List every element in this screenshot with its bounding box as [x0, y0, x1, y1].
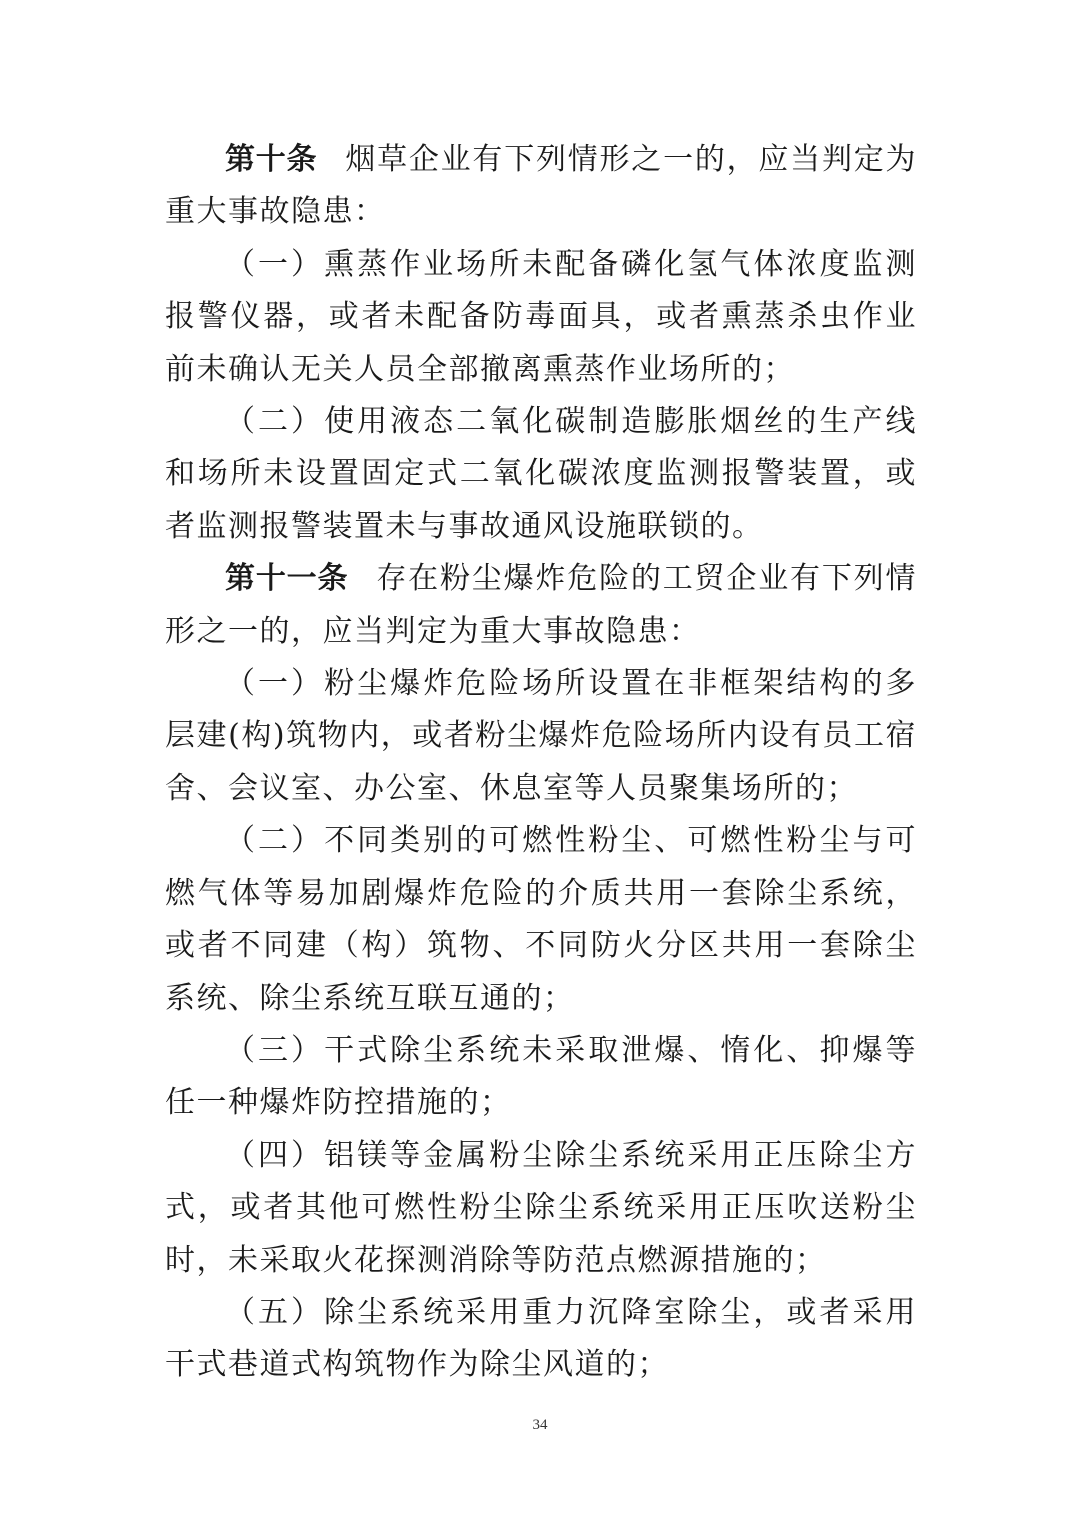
page-number: 34	[532, 1417, 548, 1433]
document-body	[165, 134, 917, 1392]
article-11-item-5: （五）除尘系统采用重力沉降室除尘，或者采用干式巷道式构筑物作为除尘风道的；	[165, 1294, 917, 1383]
article-11-lead: 存在粉尘爆炸危险的工贸企业有下列情形之一的，应当判定为重大事故隐患：	[165, 561, 918, 649]
article-11-item-1: （一）粉尘爆炸危险场所设置在非框架结构的多层建(构)筑物内，或者粉尘爆炸危险场所内设有员工宿舍、会议室、办公室、休息室等人员聚集场所的；	[165, 666, 917, 806]
article-11-item-3: （三）干式除尘系统未采取泄爆、惰化、抑爆等任一种爆炸防控措施的；	[165, 1032, 917, 1121]
article-11-item-4: （四）铝镁等金属粉尘除尘系统采用正压除尘方式，或者其他可燃性粉尘除尘系统采用正压吹送粉尘时，未采取火花探测消除等防范点燃源措施的；	[165, 1137, 917, 1278]
article-10-item-2: （二）使用液态二氧化碳制造膨胀烟丝的生产线和场所未设置固定式二氧化碳浓度监测报警装置，或者监测报警装置未与事故通风设施联锁的。	[165, 404, 917, 544]
article-10-heading	[165, 134, 917, 239]
article-11-number: 第十一条	[225, 561, 349, 597]
article-10-number: 第十条	[225, 142, 318, 177]
article-11-item-2: （二）不同类别的可燃性粉尘、可燃性粉尘与可燃气体等易加剧爆炸危险的介质共用一套除尘系统，或者不同建（构）筑物、不同防火分区共用一套除尘系统、除尘系统互联互通的；	[165, 823, 917, 1016]
article-10-lead: 烟草企业有下列情形之一的，应当判定为重大事故隐患：	[165, 142, 918, 230]
article-10-item-1: （一）熏蒸作业场所未配备磷化氢气体浓度监测报警仪器，或者未配备防毒面具，或者熏蒸杀虫作业前未确认无关人员全部撤离熏蒸作业场所的；	[165, 246, 917, 387]
article-11-heading	[165, 553, 917, 658]
